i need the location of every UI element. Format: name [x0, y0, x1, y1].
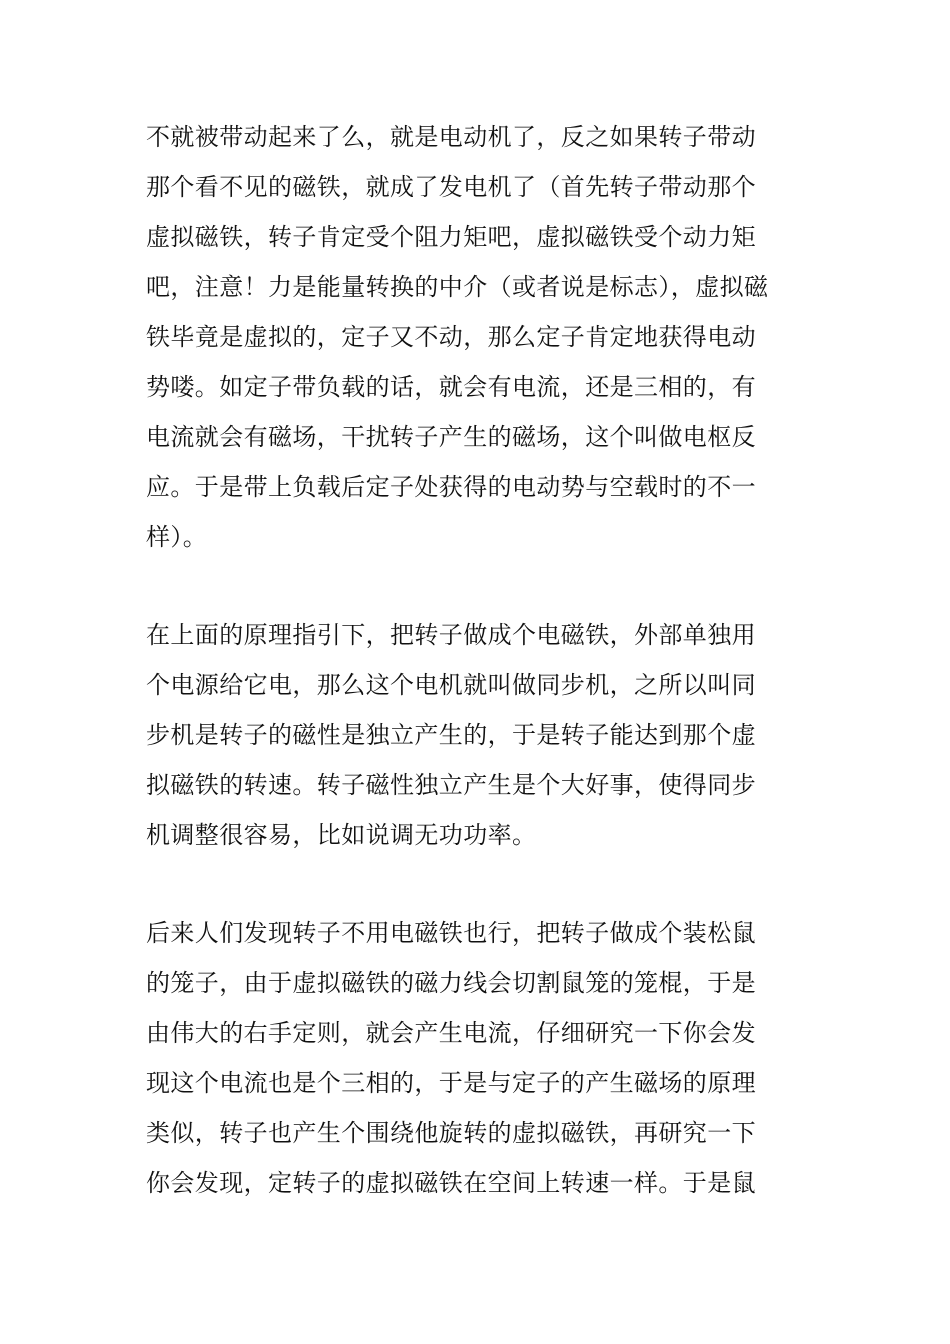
paragraph-3 [146, 908, 806, 1208]
text-line: 拟磁铁的转速。转子磁性独立产生是个大好事，使得同步 [146, 771, 756, 799]
text-line: 步机是转子的磁性是独立产生的，于是转子能达到那个虚 [146, 721, 756, 749]
text-line: 那个看不见的磁铁，就成了发电机了（首先转子带动那个 [146, 173, 756, 201]
text-line: 后来人们发现转子不用电磁铁也行，把转子做成个装松鼠 [146, 919, 756, 947]
text-line: 势喽。如定子带负载的话，就会有电流，还是三相的，有 [146, 373, 756, 401]
text-line: 由伟大的右手定则，就会产生电流，仔细研究一下你会发 [146, 1019, 756, 1047]
paragraph-2 [146, 610, 806, 860]
text-line: 电流就会有磁场，干扰转子产生的磁场，这个叫做电枢反 [146, 423, 756, 451]
text-line: 样）。 [146, 523, 208, 551]
paragraph-1 [146, 112, 806, 562]
text-line: 个电源给它电，那么这个电机就叫做同步机，之所以叫同 [146, 671, 756, 699]
text-line: 应。于是带上负载后定子处获得的电动势与空载时的不一 [146, 473, 756, 501]
text-line: 类似，转子也产生个围绕他旋转的虚拟磁铁，再研究一下 [146, 1119, 756, 1147]
text-line: 你会发现，定转子的虚拟磁铁在空间上转速一样。于是鼠 [146, 1169, 756, 1197]
text-line: 的笼子，由于虚拟磁铁的磁力线会切割鼠笼的笼棍，于是 [146, 969, 756, 997]
text-line: 在上面的原理指引下，把转子做成个电磁铁，外部单独用 [146, 621, 756, 649]
text-line: 现这个电流也是个三相的，于是与定子的产生磁场的原理 [146, 1069, 756, 1097]
text-line: 虚拟磁铁，转子肯定受个阻力矩吧，虚拟磁铁受个动力矩 [146, 223, 756, 251]
text-line: 机调整很容易，比如说调无功功率。 [146, 821, 537, 849]
text-line: 不就被带动起来了么，就是电动机了，反之如果转子带动 [146, 123, 756, 151]
text-line: 吧，注意！力是能量转换的中介（或者说是标志），虚拟磁 [146, 273, 769, 301]
text-line: 铁毕竟是虚拟的，定子又不动，那么定子肯定地获得电动 [146, 323, 756, 351]
